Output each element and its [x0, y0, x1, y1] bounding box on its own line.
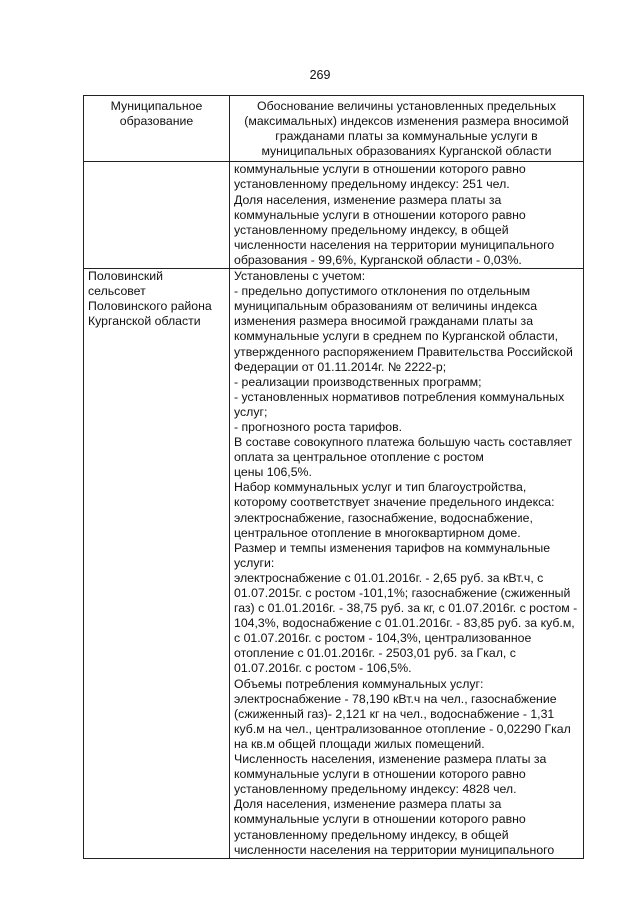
text-line: Доля населения, изменение размера платы за — [234, 797, 502, 812]
text-line: Объемы потребления коммунальных услуг: — [234, 676, 484, 691]
text-line: электроснабжение, газоснабжение, водоснабжение, — [234, 510, 533, 525]
text-line: с 01.07.2016г. с ростом - 104,3%, централизованное — [234, 631, 532, 646]
text-line: коммунальные услуги в отношении которого равно — [234, 162, 526, 177]
page-number: 269 — [309, 68, 331, 82]
text-line: электроснабжение с 01.01.2016г. - 2,65 руб. за кВт.ч, с — [234, 570, 544, 585]
text-line: численности населения на территории муниципального — [234, 842, 555, 857]
text-line: газ) с 01.01.2016г. - 38,75 руб. за кг, с 01.07.2016г. с ростом - — [234, 601, 578, 616]
table-row — [84, 162, 584, 269]
text-line: оплата за центральное отопление с ростом — [234, 450, 484, 465]
header-municipality — [84, 96, 230, 162]
text-line: 01.07.2015г. с ростом -101,1%; газоснабжение (сжиженный — [234, 586, 571, 600]
indices-justification-table — [83, 95, 584, 859]
text-line: утвержденного распоряжением Правительства Российской — [234, 344, 573, 359]
municipality-line: Половинский — [88, 269, 164, 284]
text-line: коммунальные услуги в отношении которого равно — [234, 207, 526, 222]
text-line: которому соответствует значение предельного индекса: — [234, 495, 555, 510]
text-line: установленному предельному индексу, в общей — [234, 222, 509, 237]
table-row — [84, 269, 584, 859]
cell-justification — [230, 162, 584, 269]
header-line: Обоснование величины установленных предельных — [257, 99, 556, 113]
header-line: (максимальных) индексов изменения размера вносимой — [244, 114, 569, 129]
text-line: численности населения на территории муниципального — [234, 237, 555, 252]
cell-municipality — [84, 162, 230, 269]
text-line: 01.07.2016г. с ростом - 106,5%. — [234, 661, 412, 676]
text-line: установленному предельному индексу: 4828 чел. — [234, 782, 517, 797]
header-line: гражданами платы за коммунальные услуги в — [275, 129, 538, 144]
text-line: центральное отопление в многоквартирном доме. — [234, 525, 521, 540]
text-line: цены 106,5%. — [234, 465, 312, 480]
municipality-line: сельсовет — [88, 284, 146, 299]
text-line: на кв.м общей площади жилых помещений. — [234, 736, 485, 751]
text-line: Набор коммунальных услуг и тип благоустройства, — [234, 480, 527, 495]
cell-municipality — [84, 269, 230, 859]
text-line: Доля населения, изменение размера платы за — [234, 192, 502, 207]
text-line: Установлены с учетом: — [234, 269, 366, 284]
text-line: Размер и темпы изменения тарифов на коммунальные — [234, 540, 551, 555]
municipality-line: Курганской области — [88, 314, 201, 329]
text-line: (сжиженный газ)- 2,121 кг на чел., водоснабжение - 1,31 — [234, 706, 555, 721]
text-line: Численность населения, изменение размера платы за — [234, 752, 547, 767]
text-line: - реализации производственных программ; — [234, 374, 482, 389]
text-line: коммунальные услуги в отношении которого равно — [234, 767, 526, 782]
text-line: коммунальные услуги в отношении которого равно — [234, 812, 526, 827]
text-line: В составе совокупного платежа большую часть составляет — [234, 435, 573, 450]
municipality-line: Половинского района — [88, 299, 212, 314]
text-line: установленному предельному индексу: 251 чел. — [234, 177, 510, 192]
text-line: - прогнозного роста тарифов. — [234, 419, 403, 434]
text-line: образования - 99,6%, Курганской области - 0,03%. — [234, 252, 522, 267]
text-line: муниципальным образованиям от величины индекса — [234, 299, 538, 314]
text-line: установленному предельному индексу, в общей — [234, 827, 509, 842]
header-line: образование — [119, 114, 194, 129]
header-line: Муниципальное — [110, 99, 203, 113]
text-line: изменения размера вносимой гражданами платы за — [234, 314, 534, 329]
text-line: услуг; — [234, 404, 268, 419]
text-line: отопление с 01.01.2016г. - 2503,01 руб. за Гкал, с — [234, 646, 516, 661]
header-line: муниципальных образованиях Курганской области — [261, 144, 552, 159]
text-line: электроснабжение - 78,190 кВт.ч на чел., газоснабжение — [234, 691, 557, 706]
text-line: куб.м на чел., централизованное отопление - 0,02290 Гкал — [234, 721, 571, 736]
text-line: услуги: — [234, 555, 275, 570]
header-justification — [230, 96, 584, 162]
text-line: - предельно допустимого отклонения по отдельным — [234, 284, 531, 299]
text-line: - установленных нормативов потребления коммунальных — [234, 389, 565, 404]
table-header-row — [84, 96, 584, 162]
text-line: коммунальные услуги в среднем по Курганской области, — [234, 329, 559, 344]
text-line: 104,3%, водоснабжение с 01.01.2016г. - 83,85 руб. за куб.м, — [234, 616, 575, 631]
text-line: Федерации от 01.11.2014г. № 2222-р; — [234, 359, 447, 374]
cell-justification — [230, 269, 584, 859]
